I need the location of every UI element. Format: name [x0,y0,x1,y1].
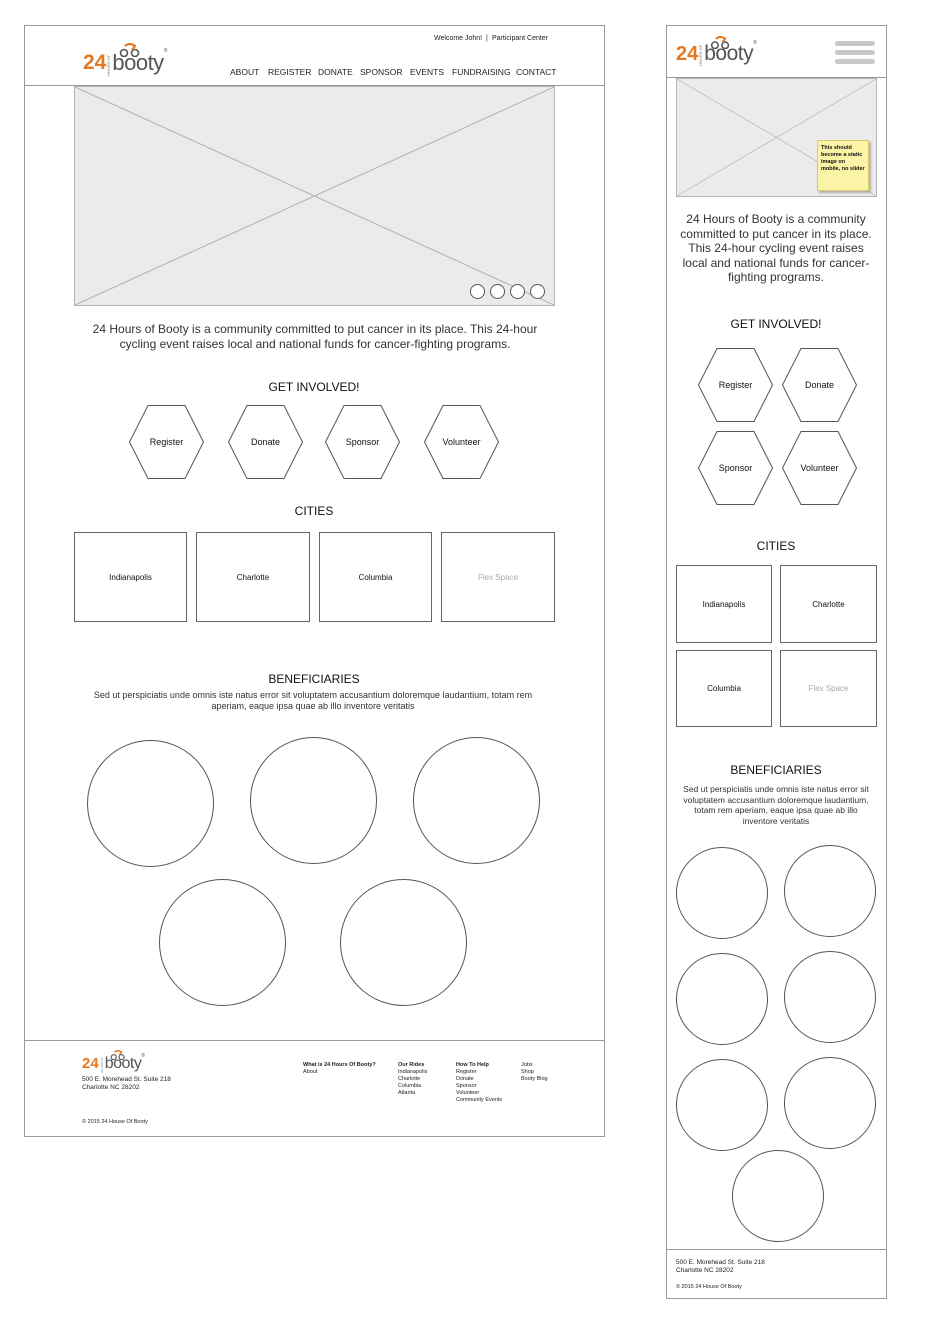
footer-col-title: Our Rides [398,1062,425,1068]
nav-sponsor[interactable]: SPONSOR [360,67,403,77]
hex-volunteer-label: Volunteer [442,437,481,447]
mobile-hex-volunteer-label: Volunteer [800,463,839,473]
mobile-hex-register[interactable] [698,348,773,422]
footer-col-about [303,1062,376,1076]
footer-link[interactable]: Shop [521,1069,534,1075]
get-involved-heading: GET INVOLVED! [268,380,360,394]
slider-dot-1[interactable] [470,284,485,299]
mobile-hex-sponsor-label: Sponsor [718,463,753,473]
beneficiaries-text: Sed ut perspiciatis unde omnis iste natus error sit voluptatem accusantium doloremque laudantium, totam rem aperiam, eaque ipsa quae ab illo inventore veritatis [93,690,533,711]
mobile-city-flex-space[interactable]: Flex Space [780,650,877,727]
nav-events[interactable]: EVENTS [410,67,445,77]
cities-heading: CITIES [294,504,334,518]
nav-donate[interactable]: DONATE [318,67,353,77]
footer-link[interactable]: Community Events [456,1097,503,1103]
mobile-logo-registered-mark: ® [753,40,757,46]
mobile-beneficiary-circle[interactable] [784,845,876,937]
hex-volunteer[interactable] [424,405,499,479]
logo-number: 24 [83,51,107,74]
footer-col-title: What is 24 Hours Of Booty? [303,1062,376,1068]
mobile-hex-volunteer[interactable] [782,431,857,505]
mobile-beneficiaries-heading: BENEFICIARIES [730,763,822,777]
mobile-footer-address-line1: 500 E. Morehead St. Suite 218 [676,1259,765,1266]
mobile-beneficiary-circle[interactable] [676,847,768,939]
hex-donate-label: Donate [250,437,281,447]
hex-sponsor-label: Sponsor [345,437,380,447]
slider-dot-2[interactable] [490,284,505,299]
footer-copyright: © 2015 24 House Of Booty [82,1119,148,1125]
footer-col-help [456,1062,502,1104]
mobile-cities-heading: CITIES [756,539,796,553]
cyclist-icon [119,43,141,57]
footer-link[interactable]: Volunteer [456,1090,480,1096]
welcome-text: Welcome John! [434,35,483,42]
footer-col-rides [398,1062,427,1097]
beneficiary-circle[interactable] [87,740,214,867]
beneficiary-circle[interactable] [250,737,377,864]
mobile-logo[interactable] [676,40,757,66]
logo-hours: HOURS OF [106,54,112,76]
footer-link[interactable]: Indianapolis [398,1069,428,1075]
logo-registered-mark: ® [163,48,168,54]
mobile-intro-text: 24 Hours of Booty is a community committed to put cancer in its place. This 24-hour cycling event raises local and national funds for cancer-fighting programs. [680,212,872,284]
mobile-footer-copyright: © 2015 24 House Of Booty [676,1284,742,1290]
mobile-logo-hours: HOURS OF [698,44,704,66]
city-indianapolis[interactable]: Indianapolis [74,532,187,622]
header-separator: | [486,35,488,42]
slider-dot-3[interactable] [510,284,525,299]
mobile-footer-address-line2: Charlotte NC 28202 [676,1267,734,1274]
nav-register[interactable]: REGISTER [268,67,312,77]
footer-col-misc [521,1062,548,1083]
hex-register-label: Register [149,437,184,447]
nav-about[interactable]: ABOUT [230,67,260,77]
mobile-hex-donate[interactable] [782,348,857,422]
footer-logo[interactable] [82,1053,145,1073]
mobile-beneficiaries-text: Sed ut perspiciatis unde omnis iste natus error sit voluptatem accusantium doloremque laudantium, totam rem aperiam, eaque ipsa quae ab illo inventore veritatis [683,784,869,826]
beneficiary-circle[interactable] [413,737,540,864]
mobile-header [666,25,887,78]
footer-link[interactable]: Jobs [521,1062,533,1068]
footer-link[interactable]: About [303,1069,318,1075]
hamburger-menu-icon[interactable] [835,39,877,67]
mobile-city-charlotte[interactable]: Charlotte [780,565,877,643]
nav-contact[interactable]: CONTACT [516,67,557,77]
cyclist-icon [110,1050,126,1060]
footer-link[interactable]: Booty Blog [521,1076,548,1082]
footer-col-title: How To Help [456,1062,489,1068]
mobile-beneficiary-circle[interactable] [676,1059,768,1151]
footer-logo-hours: HOURS OF [99,1057,104,1073]
mobile-beneficiary-circle[interactable] [784,1057,876,1149]
logo[interactable] [83,48,167,76]
nav-fundraising[interactable]: FUNDRAISING [452,67,511,77]
cyclist-icon [710,36,731,49]
mobile-hex-sponsor[interactable] [698,431,773,505]
logo-word-text: booty [112,50,164,75]
footer-logo-number: 24 [82,1055,99,1072]
slider-dot-4[interactable] [530,284,545,299]
desktop-footer [24,1040,605,1137]
footer-link[interactable]: Atlanta [398,1090,416,1096]
hero-slider[interactable] [74,86,555,306]
footer-logo-word-text: booty [104,1055,142,1072]
mobile-hex-register-label: Register [718,380,753,390]
logo-word [112,50,163,76]
hex-register[interactable] [129,405,204,479]
city-charlotte[interactable]: Charlotte [196,532,310,622]
mobile-beneficiary-circle[interactable] [676,953,768,1045]
participant-center-link[interactable]: Participant Center [492,35,549,42]
footer-link[interactable]: Donate [456,1076,474,1082]
mobile-logo-number: 24 [676,43,699,65]
city-flex-space[interactable]: Flex Space [441,532,555,622]
footer-link[interactable]: Columbia [398,1083,422,1089]
mobile-get-involved-heading: GET INVOLVED! [730,317,822,331]
beneficiary-circle[interactable] [340,879,467,1006]
mobile-logo-word [704,42,753,66]
footer-link[interactable]: Charlotte [398,1076,421,1082]
mobile-hex-donate-label: Donate [804,380,835,390]
mobile-city-indianapolis[interactable]: Indianapolis [676,565,772,643]
hex-sponsor[interactable] [325,405,400,479]
sticky-note-annotation: This should become a static image on mobile, no slider [817,140,869,191]
footer-link[interactable]: Sponsor [456,1083,477,1089]
mobile-footer [666,1249,887,1299]
mobile-beneficiary-circle[interactable] [732,1150,824,1242]
footer-address-line2: Charlotte NC 28202 [82,1084,140,1091]
footer-logo-registered-mark: ® [141,1053,146,1059]
image-placeholder-icon [75,87,554,305]
hex-donate[interactable] [228,405,303,479]
footer-address-line1: 500 E. Morehead St. Suite 218 [82,1076,171,1083]
city-columbia[interactable]: Columbia [319,532,432,622]
footer-link[interactable]: Register [456,1069,477,1075]
mobile-logo-word-text: booty [704,42,754,65]
footer-logo-word [105,1055,142,1073]
beneficiaries-heading: BENEFICIARIES [268,672,360,686]
mobile-beneficiary-circle[interactable] [784,951,876,1043]
beneficiary-circle[interactable] [159,879,286,1006]
intro-text: 24 Hours of Booty is a community committed to put cancer in its place. This 24-hour cycling event raises local and national funds for cancer-fighting programs. [92,322,538,351]
desktop-header [24,25,605,86]
mobile-city-columbia[interactable]: Columbia [676,650,772,727]
